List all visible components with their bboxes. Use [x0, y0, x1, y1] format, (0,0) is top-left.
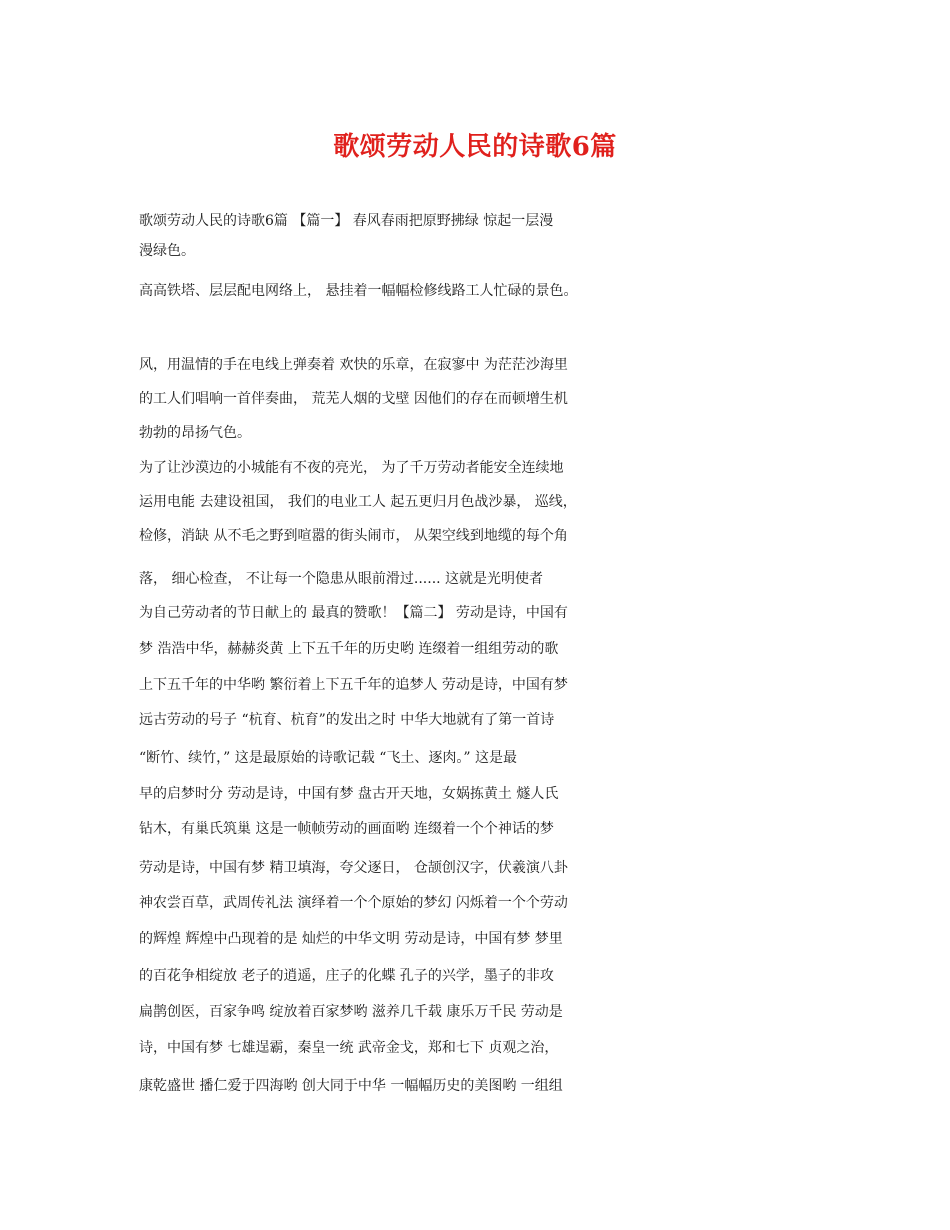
body-line: 远古劳动的号子 “杭育、杭育”的发出之时 中华大地就有了第一首诗: [139, 712, 555, 728]
body-line: 劳动是诗，中国有梦 精卫填海，夸父逐日， 仓颉创汉字，伏羲演八卦: [139, 860, 568, 876]
body-line: 诗，中国有梦 七雄逞霸，秦皇一统 武帝金戈，郑和七下 贞观之治，: [139, 1040, 559, 1056]
body-line: 漫绿色。: [139, 243, 195, 259]
body-line: 的工人们唱响一首伴奏曲， 荒芜人烟的戈壁 因他们的存在而顿增生机: [139, 391, 568, 407]
body-line: 落， 细心检查， 不让每一个隐患从眼前滑过...... 这就是光明使者: [139, 571, 544, 587]
body-line: 的辉煌 辉煌中凸现着的是 灿烂的中华文明 劳动是诗，中国有梦 梦里: [139, 931, 563, 947]
body-line: 钻木，有巢氏筑巢 这是一帧帧劳动的画面哟 连缀着一个个神话的梦: [139, 821, 554, 837]
body-line: “断竹、续竹，” 这是最原始的诗歌记载 “飞土、逐肉。” 这是最: [139, 750, 517, 766]
body-line: 运用电能 去建设祖国， 我们的电业工人 起五更归月色战沙暴， 巡线，: [139, 494, 577, 510]
body-line: 神农尝百草，武周传礼法 演绎着一个个原始的梦幻 闪烁着一个个劳动: [139, 895, 568, 911]
body-line: 风，用温情的手在电线上弹奏着 欢快的乐章，在寂寥中 为茫茫沙海里: [139, 357, 568, 373]
body-line: 为了让沙漠边的小城能有不夜的亮光， 为了千万劳动者能安全连续地: [139, 460, 564, 476]
body-line: 扁鹊创医，百家争鸣 绽放着百家梦哟 滋养几千载 康乐万千民 劳动是: [139, 1004, 563, 1020]
body-line: 高高铁塔、层层配电网络上， 悬挂着一幅幅检修线路工人忙碌的景色。: [139, 283, 578, 299]
document-title: 歌颂劳动人民的诗歌6篇: [333, 132, 617, 162]
body-line: 上下五千年的中华哟 繁衍着上下五千年的追梦人 劳动是诗，中国有梦: [139, 677, 568, 693]
body-line: 康乾盛世 播仁爱于四海哟 创大同于中华 一幅幅历史的美图哟 一组组: [139, 1078, 563, 1094]
body-line: 的百花争相绽放 老子的逍遥，庄子的化蝶 孔子的兴学，墨子的非攻: [139, 968, 554, 984]
body-line: 歌颂劳动人民的诗歌6篇 【篇一】 春风春雨把原野拂绿 惊起一层漫: [139, 213, 554, 229]
body-line: 梦 浩浩中华，赫赫炎黄 上下五千年的历史哟 连缀着一组组劳动的歌: [139, 641, 559, 657]
body-line: 勃勃的昂扬气色。: [139, 425, 251, 441]
body-line: 早的启梦时分 劳动是诗，中国有梦 盘古开天地，女娲拣黄土 燧人氏: [139, 786, 559, 802]
body-line: 检修，消缺 从不毛之野到喧嚣的街头闹市， 从架空线到地缆的每个角: [139, 528, 568, 544]
body-line: 为自己劳动者的节日献上的 最真的赞歌！【篇二】 劳动是诗，中国有: [139, 605, 568, 621]
